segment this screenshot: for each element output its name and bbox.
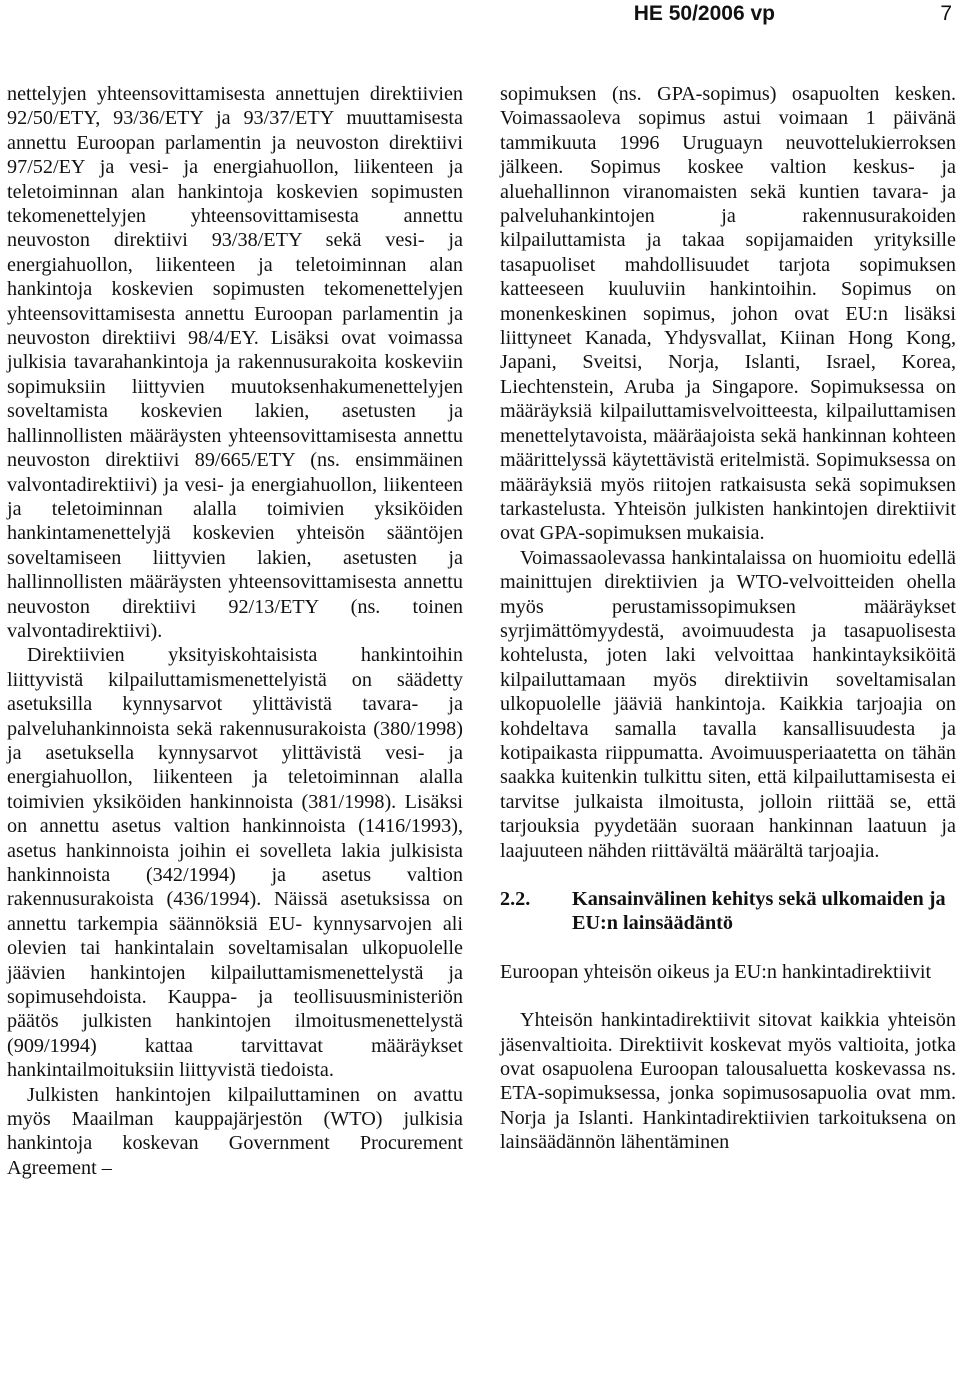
- left-paragraph-2: Direktiivien yksityiskohtaisista hankintoihin liittyvistä kilpailuttamismenettelyistä on säädetty asetuksilla kynnysarvot ylittävistä tavara- ja palveluhankinnoista sekä rakennusurakoista (380/1998) ja asetuksella kynnysarvot ylittävistä vesi- ja energiahuollon, liikenteen ja teletoiminnan alalla toimivien yksiköiden hankinnoista (381/1998). Lisäksi on annettu asetus valtion hankinnoista (1416/1993), asetus hankinnoista joihin ei sovelleta lakia julkisista hankinnoista (342/1994) ja asetus valtion rakennusurakoista (436/1994). Näissä asetuksissa on annettu tarkempia säännöksiä EU- kynnysarvojen ali olevien tai hankintalain soveltamisalan ulkopuolelle jäävien hankintojen kilpailuttamismenettelystä ja sopimusehdoista. Kauppa- ja teollisuusministeriön päätös julkisten hankintojen ilmoitusmenettelystä (909/1994) kattaa tarvittavat määräykset hankintailmoituksiin liittyvistä tiedoista.: [7, 644, 463, 1082]
- section-heading: [500, 887, 956, 936]
- left-paragraph-1: nettelyjen yhteensovittamisesta annettujen direktiivien 92/50/ETY, 93/36/ETY ja 93/37/ETY muuttamisesta annettu Euroopan parlamentin ja neuvoston direktiivi 97/52/EY ja vesi- ja energiahuollon, liikenteen ja teletoiminnan alan hankintoja koskevien sopimusten tekomenettelyjen yhteensovittamisesta annettu neuvoston direktiivi 93/38/ETY sekä vesi- ja energiahuollon, liikenteen ja teletoiminnan alan hankintoja koskevien sopimusten tekomenettelyjen yhteensovittamisesta annettu Euroopan parlamentin ja neuvoston direktiivi 98/4/EY. Lisäksi ovat voimassa julkisia tavarahankintoja ja rakennusurakoita koskeviin sopimuksiin liittyvien muutoksenhakumenettelyjen soveltamista koskevien lakien, asetusten ja hallinnollisten määräysten yhteensovittamisesta annettu neuvoston direktiivi 89/665/ETY (ns. ensimmäinen valvontadirektiivi) ja vesi- ja energiahuollon, liikenteen ja teletoiminnan alalla toimivien yksiköiden hankintamenettelyjä koskevien yhteisön sääntöjen soveltamiseen liittyvien lakien, asetusten ja hallinnollisten määräysten yhteensovittamisesta annettu neuvoston direktiivi 92/13/ETY (ns. toinen valvontadirektiivi).: [7, 83, 463, 642]
- left-paragraph-3: Julkisten hankintojen kilpailuttaminen on avattu myös Maailman kauppajärjestön (WTO) julkisia hankintoja koskevan Government Procurement Agreement –: [7, 1083, 463, 1179]
- page-header: [0, 0, 960, 40]
- left-column: [7, 82, 463, 1180]
- sub-heading: Euroopan yhteisön oikeus ja EU:n hankintadirektiivit: [500, 960, 932, 983]
- right-paragraph-3: Yhteisön hankintadirektiivit sitovat kaikkia yhteisön jäsenvaltioita. Direktiivit koskevat myös valtioita, jotka ovat osapuolena Euroopan talousaluetta koskevassa ns. ETA-sopimuksessa, jonka sopimusosapuolia ovat mm. Norja ja Islanti. Hankintadirektiivien tarkoituksena on lainsäädännön lähentäminen: [500, 1009, 956, 1154]
- page-number: 7: [940, 2, 952, 25]
- right-column: [500, 82, 956, 1155]
- right-paragraph-1: sopimuksen (ns. GPA-sopimus) osapuolten kesken. Voimassaoleva sopimus astui voimaan 1 päivänä tammikuuta 1996 Uruguayn neuvottelukierroksen jälkeen. Sopimus koskee valtion keskus- ja aluehallinnon viranomaisten sekä kuntien tavara- ja palveluhankintojen ja rakennusurakoiden kilpailuttamista ja takaa sopijamaiden yrityksille tasapuoliset mahdollisuudet tarjota sopimuksen katteeseen kuuluviin hankintoihin. Sopimus on monenkeskinen sopimus, johon ovat EU:n lisäksi liittyneet Kanada, Yhdysvallat, Kiinan Hong Kong, Japani, Sveitsi, Norja, Islanti, Israel, Korea, Liechtenstein, Aruba ja Singapore. Sopimuksessa on määräyksiä kilpailuttamisvelvoitteesta, kilpailuttamisen menettelytavoista, määräajoista sekä hankinnan kohteen määrittelyssä käytettävistä eritelmistä. Sopimuksessa on määräyksiä myös riitojen ratkaisusta sekä sopimuksen tarkastelusta. Yhteisön julkisten hankintojen direktiivit ovat GPA-sopimuksen mukaisia.: [500, 83, 956, 545]
- right-paragraph-2: Voimassaolevassa hankintalaissa on huomioitu edellä mainittujen direktiivien ja WTO-velvoitteiden ohella myös perustamissopimuksen määräykset syrjimättömyydestä, avoimuudesta ja tasapuolisesta kohtelusta, joten laki velvoittaa hankintayksiköitä kilpailuttamaan myös direktiivin soveltamisalan ulkopuolelle jääviä hankintoja. Kaikkia tarjoajia on kohdeltava samalla tavalla kansallisuudesta ja kotipaikasta riippumatta. Avoimuusperiaatetta on tähän saakka kuitenkin tulkittu siten, että kilpailuttamisesta ei tarvitse julkaista ilmoitusta, jolloin riittää se, että tarjouksia pyydetään suoraan hankinnan laatuun ja laajuuteen nähden riittävältä määrältä tarjoajia.: [500, 546, 956, 862]
- document-id: HE 50/2006 vp: [633, 2, 775, 25]
- section-number: 2.2.: [500, 888, 531, 910]
- section-title: Kansainvälinen kehitys sekä ulkomaiden ja EU:n lainsäädäntö: [572, 888, 946, 935]
